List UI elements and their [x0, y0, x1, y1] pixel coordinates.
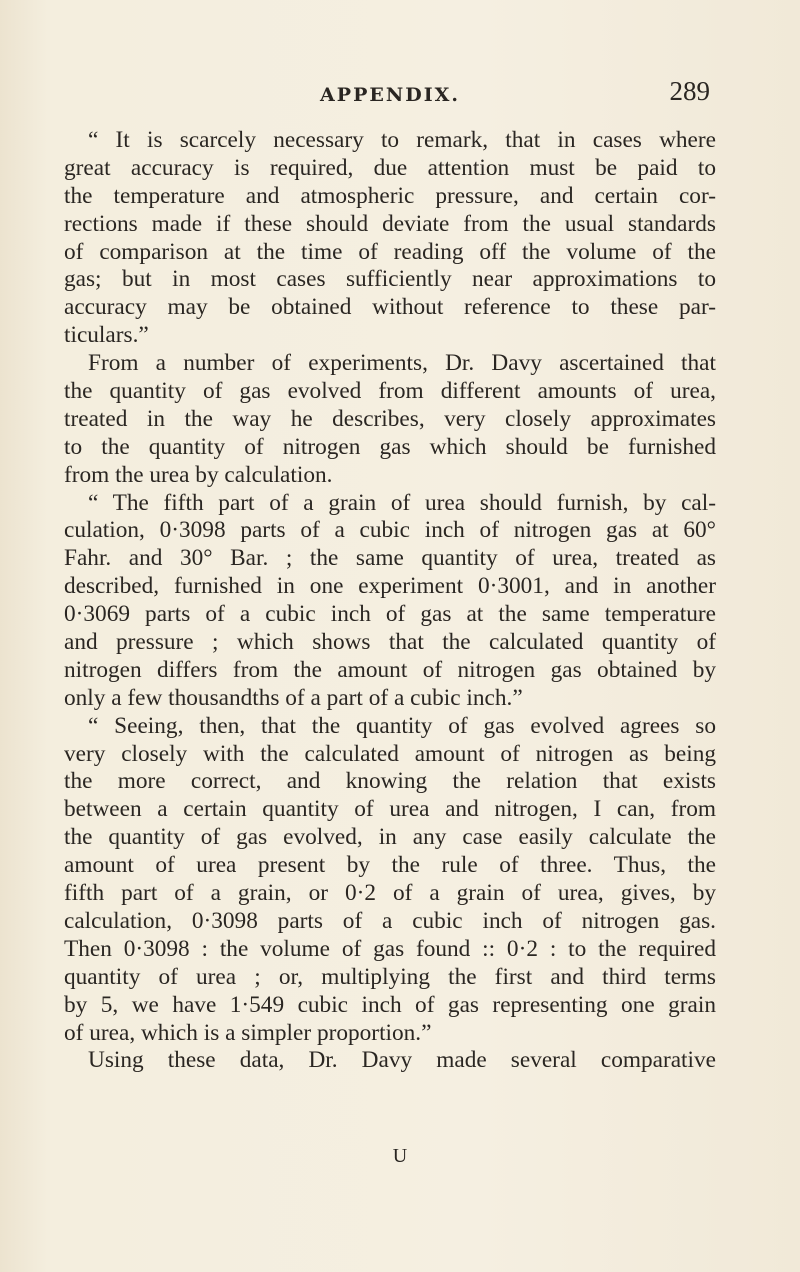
text-line: amount of urea present by the rule of three. Thus, the — [64, 852, 716, 879]
text-line: “ It is scarcely necessary to remark, that in cases where — [88, 127, 716, 153]
text-line: of urea, which is a simpler proportion.” — [64, 1019, 432, 1046]
body-text — [64, 127, 716, 1075]
text-line: only a few thousandths of a part of a cubic inch.” — [64, 684, 523, 711]
text-line: ticulars.” — [64, 322, 149, 349]
text-line: rections made if these should deviate from the usual standards — [64, 210, 716, 237]
text-line: to the quantity of nitrogen gas which should be furnished — [64, 433, 716, 460]
text-line: “ The fifth part of a grain of urea should furnish, by cal- — [88, 489, 716, 516]
text-line: 0·3069 parts of a cubic inch of gas at the same temperature — [64, 601, 716, 628]
text-line: from the urea by calculation. — [64, 461, 333, 488]
text-line: the quantity of gas evolved, in any case easily calculate the — [64, 824, 716, 851]
signature-mark: U — [392, 1145, 408, 1167]
text-line: very closely with the calculated amount of nitrogen as being — [64, 740, 716, 767]
running-head — [70, 76, 710, 116]
text-line: the quantity of gas evolved from different amounts of urea, — [64, 378, 716, 405]
text-line: and pressure ; which shows that the calculated quantity of — [64, 629, 716, 656]
text-line: the more correct, and knowing the relation that exists — [64, 768, 716, 795]
text-line: Fahr. and 30° Bar. ; the same quantity of urea, treated as — [64, 545, 716, 572]
text-line: great accuracy is required, due attention must be paid to — [64, 154, 716, 181]
running-head-title: APPENDIX. — [320, 84, 460, 106]
text-line: by 5, we have 1·549 cubic inch of gas representing one grain — [64, 991, 716, 1018]
text-line: calculation, 0·3098 parts of a cubic inch of nitrogen gas. — [64, 907, 716, 934]
text-line: culation, 0·3098 parts of a cubic inch of nitrogen gas at 60° — [64, 517, 716, 544]
text-line: gas; but in most cases sufficiently near approximations to — [64, 266, 716, 293]
text-line: From a number of experiments, Dr. Davy ascertained that — [88, 350, 716, 377]
text-line: “ Seeing, then, that the quantity of gas evolved agrees so — [88, 712, 716, 739]
text-line: Then 0·3098 : the volume of gas found :: 0·2 : to the required — [64, 935, 716, 962]
text-line: quantity of urea ; or, multiplying the first and third terms — [64, 963, 716, 990]
page-number: 289 — [669, 76, 710, 106]
text-line: nitrogen differs from the amount of nitrogen gas obtained by — [64, 656, 716, 683]
text-line: treated in the way he describes, very closely approximates — [64, 405, 716, 432]
text-line: Using these data, Dr. Davy made several comparative — [88, 1047, 716, 1074]
text-line: accuracy may be obtained without reference to these par- — [64, 294, 716, 321]
text-line: between a certain quantity of urea and nitrogen, I can, from — [64, 796, 716, 823]
text-line: of comparison at the time of reading off the volume of the — [64, 238, 716, 265]
text-line: described, furnished in one experiment 0·3001, and in another — [64, 573, 716, 600]
text-line: the temperature and atmospheric pressure, and certain cor- — [64, 182, 716, 209]
text-line: fifth part of a grain, or 0·2 of a grain of urea, gives, by — [64, 880, 716, 907]
